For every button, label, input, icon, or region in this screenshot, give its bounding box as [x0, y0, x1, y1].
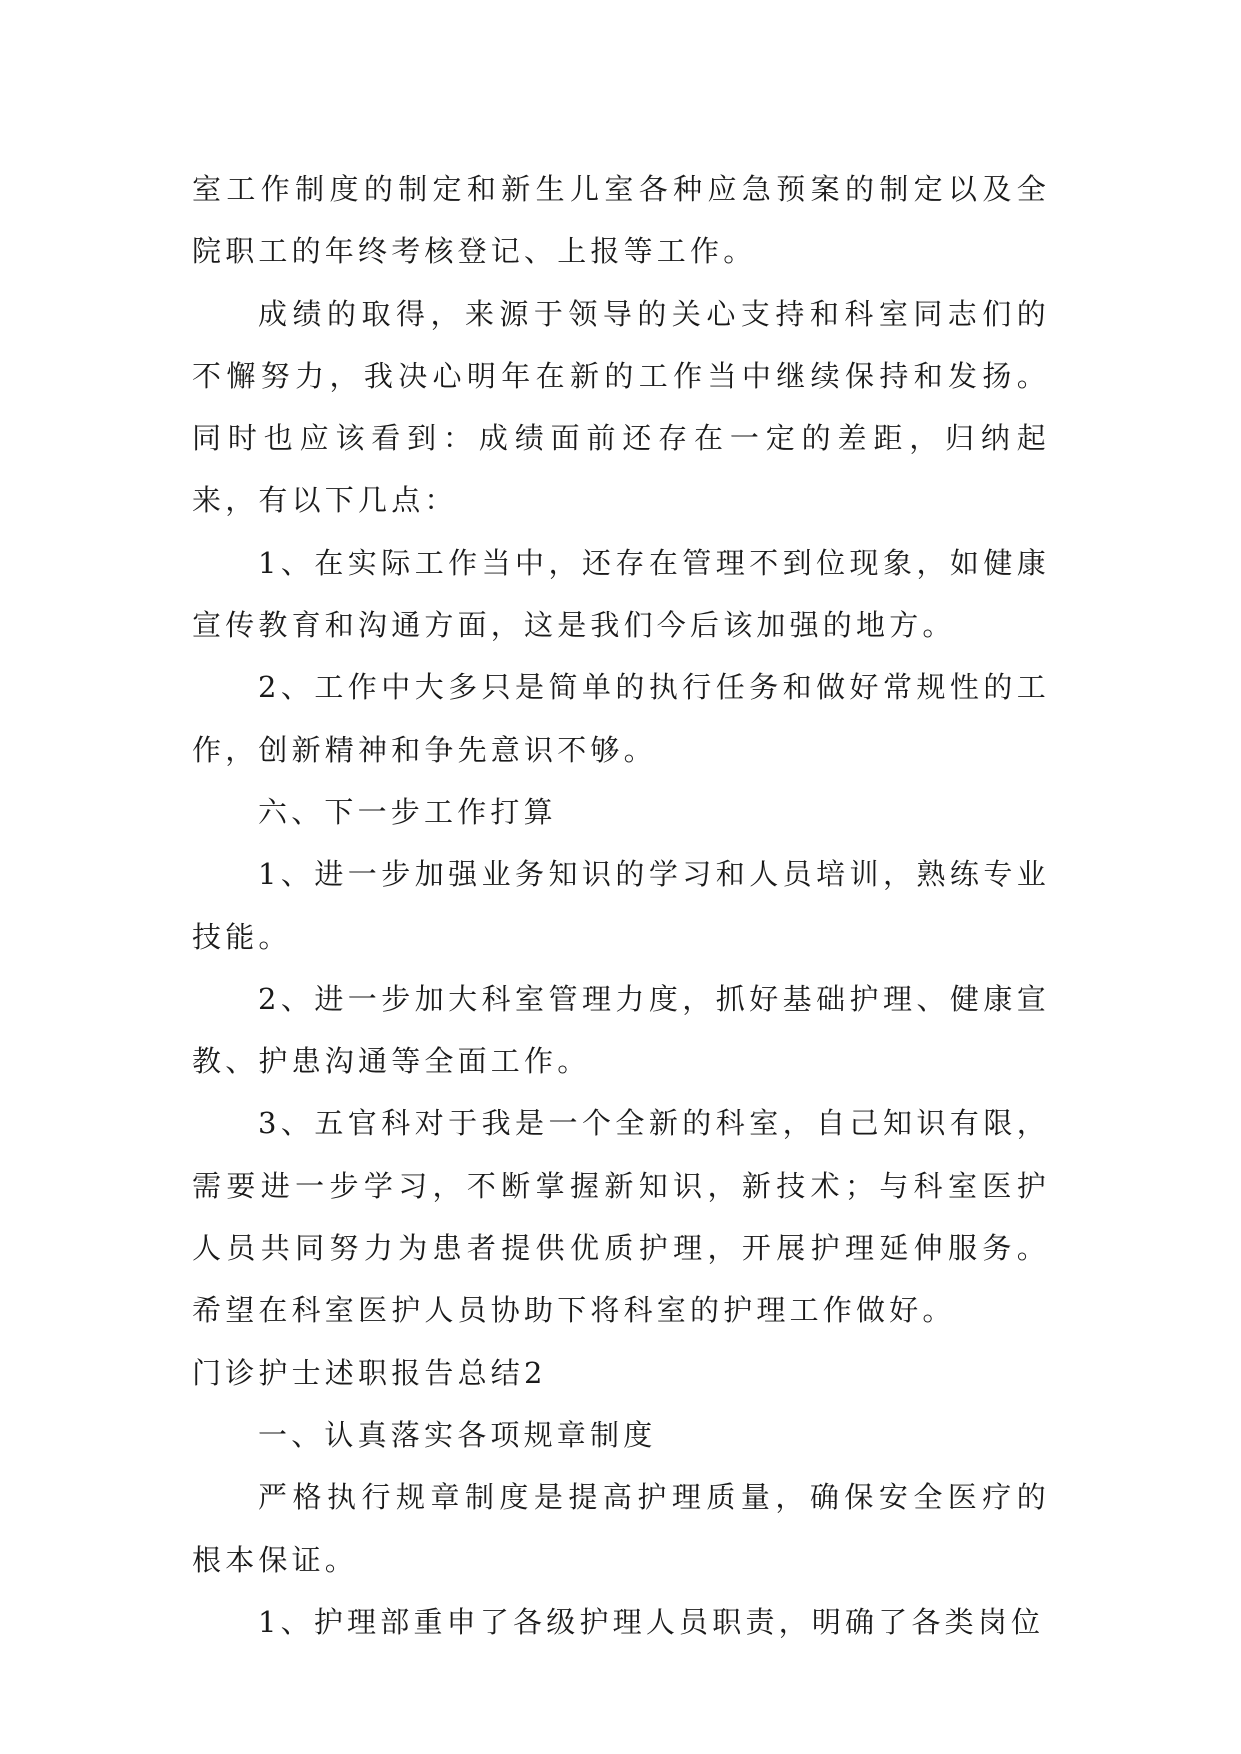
- paragraph: 室工作制度的制定和新生儿室各种应急预案的制定以及全院职工的年终考核登记、上报等工作。: [192, 172, 1050, 269]
- section-heading: 六、下一步工作打算: [258, 794, 557, 829]
- list-item: 2、进一步加大科室管理力度，抓好基础护理、健康宣教、护患沟通等全面工作。: [192, 981, 1050, 1079]
- list-item: 1、在实际工作当中，还存在管理不到位现象，如健康宣传教育和沟通方面，这是我们今后该加强的地方。: [192, 545, 1050, 643]
- paragraph: 成绩的取得，来源于领导的关心支持和科室同志们的不懈努力，我决心明年在新的工作当中继续保持和发扬。同时也应该看到：成绩面前还存在一定的差距，归纳起来，有以下几点：: [192, 296, 1050, 518]
- list-item: 1、进一步加强业务知识的学习和人员培训，熟练专业技能。: [192, 857, 1050, 954]
- report-title: 门诊护士述职报告总结2: [192, 1355, 547, 1390]
- section-heading: 一、认真落实各项规章制度: [258, 1417, 657, 1452]
- list-item: 2、工作中大多只是简单的执行任务和做好常规性的工作，创新精神和争先意识不够。: [192, 670, 1050, 767]
- list-item: 1、护理部重申了各级护理人员职责，明确了各类岗位: [258, 1604, 1045, 1639]
- document-body: [192, 158, 1050, 1653]
- paragraph: 严格执行规章制度是提高护理质量，确保安全医疗的根本保证。: [192, 1480, 1050, 1577]
- list-item: 3、五官科对于我是一个全新的科室，自己知识有限，需要进一步学习，不断掌握新知识，新技术；与科室医护人员共同努力为患者提供优质护理，开展护理延伸服务。希望在科室医护人员协助下将科室的护理工作做好。: [192, 1106, 1050, 1328]
